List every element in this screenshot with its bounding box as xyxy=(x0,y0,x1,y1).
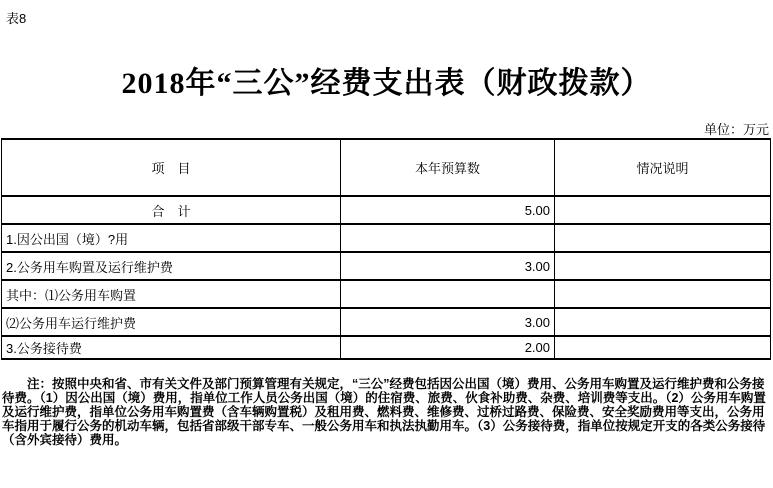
row-note-value xyxy=(555,252,771,280)
row-item-label: 合 计 xyxy=(2,196,341,224)
row-budget-value: 5.00 xyxy=(341,196,555,224)
row-item-label: 2.公务用车购置及运行维护费 xyxy=(2,252,341,280)
table-row xyxy=(2,224,771,252)
row-budget-value: 3.00 xyxy=(341,252,555,280)
row-item-label: 其中：⑴公务用车购置 xyxy=(2,280,341,308)
row-note-value xyxy=(555,336,771,359)
row-item-label: 3.公务接待费 xyxy=(2,336,341,359)
table-row xyxy=(2,280,771,308)
row-note-value xyxy=(555,280,771,308)
header-note: 情况说明 xyxy=(555,139,771,196)
page-title: 2018年“三公”经费支出表（财政拨款） xyxy=(121,67,652,100)
table-header-row xyxy=(2,139,771,196)
row-budget-value: 3.00 xyxy=(341,308,555,336)
header-item: 项 目 xyxy=(2,139,341,196)
row-note-value xyxy=(555,224,771,252)
table-row xyxy=(2,252,771,280)
table-row xyxy=(2,308,771,336)
unit-label: 单位：万元 xyxy=(703,122,769,137)
row-item-label: 1.因公出国（境）?用 xyxy=(2,224,341,252)
row-note-value xyxy=(555,196,771,224)
row-item-label: ⑵公务用车运行维护费 xyxy=(2,308,341,336)
table-row xyxy=(2,336,771,359)
three-public-expenses-table xyxy=(1,138,771,360)
header-budget: 本年预算数 xyxy=(341,139,555,196)
sheet-label: 表8 xyxy=(6,11,27,26)
row-budget-value xyxy=(341,280,555,308)
row-note-value xyxy=(555,308,771,336)
table-row xyxy=(2,196,771,224)
row-budget-value xyxy=(341,224,555,252)
row-budget-value: 2.00 xyxy=(341,336,555,359)
footnote-text: 注：按照中央和省、市有关文件及部门预算管理有关规定，“三公”经费包括因公出国（境）费用、公务用车购置及运行维护费和公务接待费。（1）因公出国（境）费用，指单位工作人员公务出国（境）的住宿费、旅费、伙食补助费、杂费、培训费等支出。（2）公务用车购置及运行维护费，指单位公务用车购置费（含车辆购置税）及租用费、燃料费、维修费、过桥过路费、保险费、安全奖励费用等支出，公务用车指用于履行公务的机动车辆，包括省部级干部专车、一般公务用车和执法执勤用车。（3）公务接待费，指单位按规定开支的各类公务接待（含外宾接待）费用。 xyxy=(2,377,766,447)
